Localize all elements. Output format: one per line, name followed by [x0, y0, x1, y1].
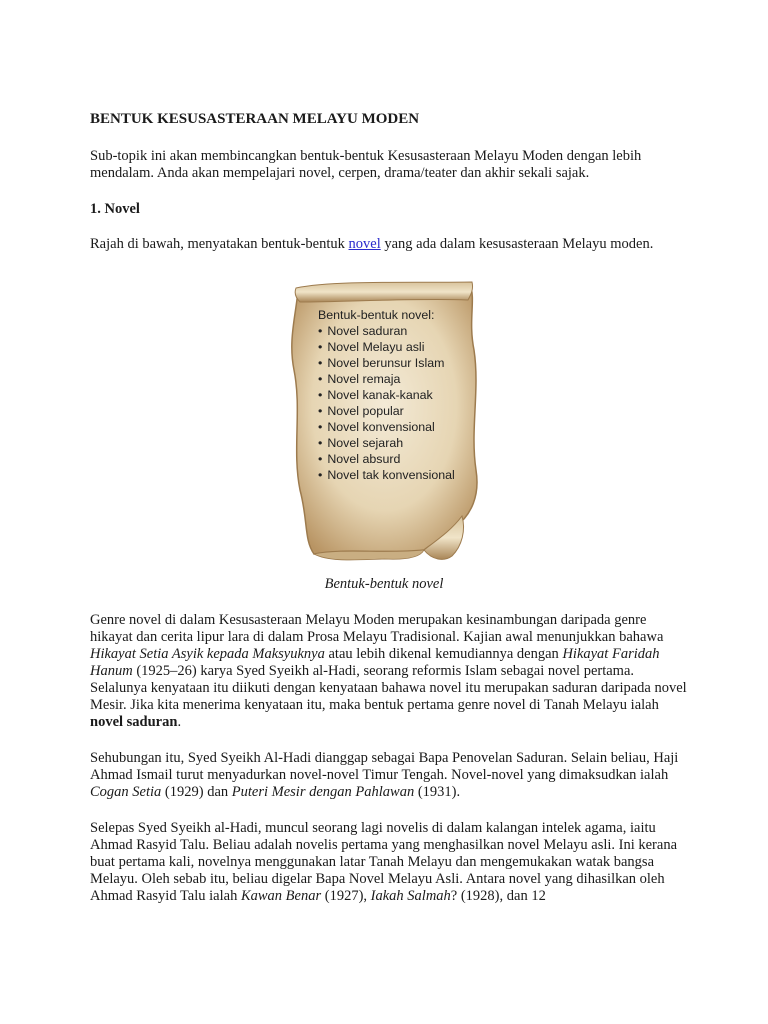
text-run: (1925–26) karya Syed Syeikh al-Hadi, seorang reformis Islam sebagai novel pertama. Selalunya kenyataan itu diikuti dengan kenyataan bahawa novel itu merupakan saduran daripada novel Mesir. Jika kita menerima kenyataan itu, maka bentuk pertama genre novel di Tanah Melayu ialah: [90, 663, 687, 713]
italic-title: Puteri Mesir dengan Pahlawan: [231, 784, 415, 800]
lead-text-before: Rajah di bawah, menyatakan bentuk-bentuk: [90, 236, 349, 252]
novel-forms-list: [318, 307, 455, 483]
document-content: [90, 110, 690, 924]
text-run: atau lebih dikenal kemudiannya dengan: [324, 646, 563, 662]
paragraph-genre-novel: [90, 612, 690, 731]
text-run: .: [177, 714, 182, 730]
list-item: • Novel konvensional: [318, 419, 455, 435]
list-item: • Novel sejarah: [318, 435, 455, 451]
list-item: • Novel berunsur Islam: [318, 355, 455, 371]
text-run: (1931).: [414, 784, 461, 800]
list-item: • Novel Melayu asli: [318, 339, 455, 355]
text-run: Selepas Syed Syeikh al-Hadi, muncul seorang lagi novelis di dalam kalangan intelek agama, iaitu Ahmad Rasyid Talu. Beliau adalah novelis pertama yang menghasilkan novel Melayu asli. Ini kerana buat pertama kali, novelnya menggunakan latar Tanah Melayu dan mengemukakan watak bangsa Melayu. Oleh sebab itu, beliau digelar Bapa Novel Melayu Asli. Antara novel yang dihasilkan oleh Ahmad Rasyid Talu ialah: [90, 820, 678, 904]
figure-list-title: Bentuk-bentuk novel:: [318, 308, 435, 322]
list-item: • Novel popular: [318, 403, 455, 419]
text-run: Sehubungan itu, Syed Syeikh Al-Hadi dianggap sebagai Bapa Penovelan Saduran. Selain beliau, Haji Ahmad Ismail turut menyadurkan novel-novel Timur Tengah. Novel-novel yang dimaksudkan ialah: [90, 750, 679, 783]
text-run: (1927),: [321, 888, 371, 904]
novel-forms-figure: [90, 272, 690, 612]
italic-title: Cogan Setia: [90, 784, 162, 800]
list-item: • Novel absurd: [318, 451, 455, 467]
list-item: • Novel kanak-kanak: [318, 387, 455, 403]
text-run: ? (1928), dan 12: [450, 888, 546, 904]
italic-title: Kawan Benar: [240, 888, 322, 904]
italic-title: Hikayat Faridah Hanum: [90, 646, 660, 679]
lead-text-after: yang ada dalam kesusasteraan Melayu moden.: [380, 236, 654, 252]
novel-lead-paragraph: [90, 236, 690, 253]
bold-term: novel saduran: [90, 714, 178, 730]
italic-title: Hikayat Setia Asyik kepada Maksyuknya: [90, 646, 325, 662]
section-heading-novel: 1. Novel: [90, 201, 140, 217]
list-item: • Novel saduran: [318, 323, 455, 339]
text-run: Genre novel di dalam Kesusasteraan Melayu Moden merupakan kesinambungan daripada genre hikayat dan cerita lipur lara di dalam Prosa Melayu Tradisional. Kajian awal menunjukkan bahawa: [90, 612, 664, 645]
text-run: (1929) dan: [161, 784, 232, 800]
paragraph-ahmad-rasyid-talu: [90, 820, 690, 905]
figure-caption: Bentuk-bentuk novel: [324, 576, 444, 592]
novel-link[interactable]: novel: [348, 236, 381, 252]
page-title: BENTUK KESUSASTERAAN MELAYU MODEN: [90, 111, 420, 127]
intro-paragraph: Sub-topik ini akan membincangkan bentuk-bentuk Kesusasteraan Melayu Moden dengan lebih mendalam. Anda akan mempelajari novel, cerpen, drama/teater dan akhir sekali sajak.: [90, 148, 642, 181]
list-item: • Novel remaja: [318, 371, 455, 387]
italic-title: Iakah Salmah: [370, 888, 451, 904]
list-item: • Novel tak konvensional: [318, 467, 455, 483]
paragraph-saduran: [90, 750, 690, 801]
figure-list: [318, 323, 455, 483]
